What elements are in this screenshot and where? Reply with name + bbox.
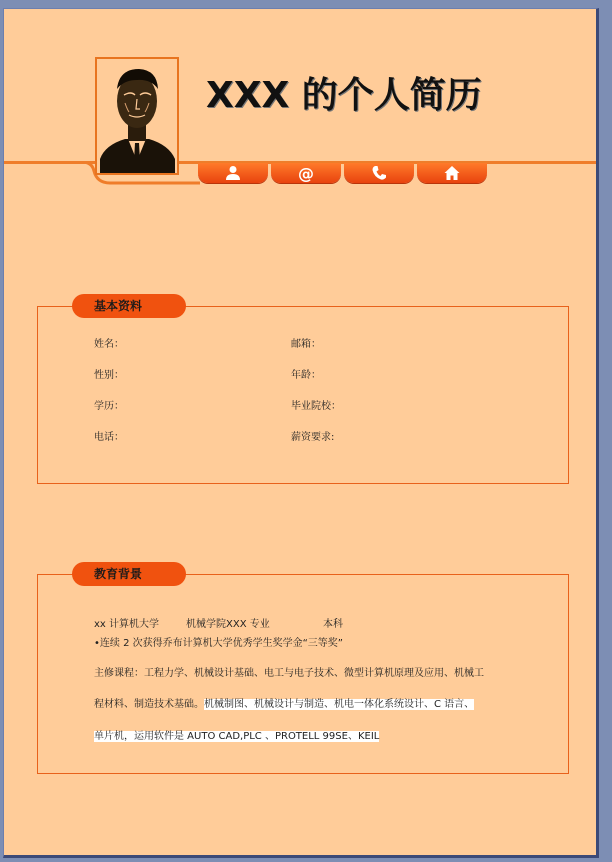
education-label: 教育背景 [72, 562, 186, 586]
at-icon: @ [298, 163, 314, 183]
portrait-image [97, 59, 177, 173]
age-field: 年龄： [291, 370, 321, 381]
home-button[interactable] [417, 163, 487, 183]
person-icon [225, 165, 241, 181]
education-field: 学历： [94, 401, 124, 412]
edu-college: 机械学院XXX 专业 [186, 619, 270, 630]
school-field: 毕业院校： [291, 401, 341, 412]
edu-award: •连续 2 次获得乔布计算机大学优秀学生奖学金“三等奖” [94, 638, 343, 649]
edu-courses-line2-a: 程材料、制造技术基础。 [94, 699, 204, 710]
person-button[interactable] [198, 163, 268, 183]
resume-page [3, 8, 599, 858]
email-button[interactable] [271, 163, 341, 183]
phone-button[interactable] [344, 163, 414, 183]
education-section [37, 567, 569, 774]
edu-school: xx 计算机大学 [94, 619, 160, 630]
salary-field: 薪资要求: [291, 432, 335, 443]
email-field: 邮箱： [291, 339, 321, 350]
basic-info-section [37, 299, 569, 484]
basic-info-label: 基本资料 [72, 294, 186, 318]
contact-icon-bar [192, 163, 502, 185]
phone-field: 电话： [94, 432, 124, 443]
page-title: XXX 的个人简历 [206, 75, 482, 116]
gender-field: 性别： [94, 370, 124, 381]
edu-courses-line2-b: 机械制图、机械设计与制造、机电一体化系统设计、C 语言、 [204, 699, 475, 710]
edu-courses-line1: 主修课程：工程力学、机械设计基础、电工与电子技术、微型计算机原理及应用、机械工 [94, 668, 484, 679]
edu-courses-line2 [94, 695, 474, 710]
edu-courses-line3-text: 单片机，运用软件是 AUTO CAD,PLC 、PROTELL 99SE、KEIL [94, 731, 380, 742]
phone-icon [371, 165, 387, 181]
home-icon [444, 165, 460, 181]
profile-photo [95, 57, 179, 175]
edu-degree: 本科 [323, 619, 343, 630]
name-field: 姓名： [94, 339, 124, 350]
edu-courses-line3 [94, 727, 379, 742]
